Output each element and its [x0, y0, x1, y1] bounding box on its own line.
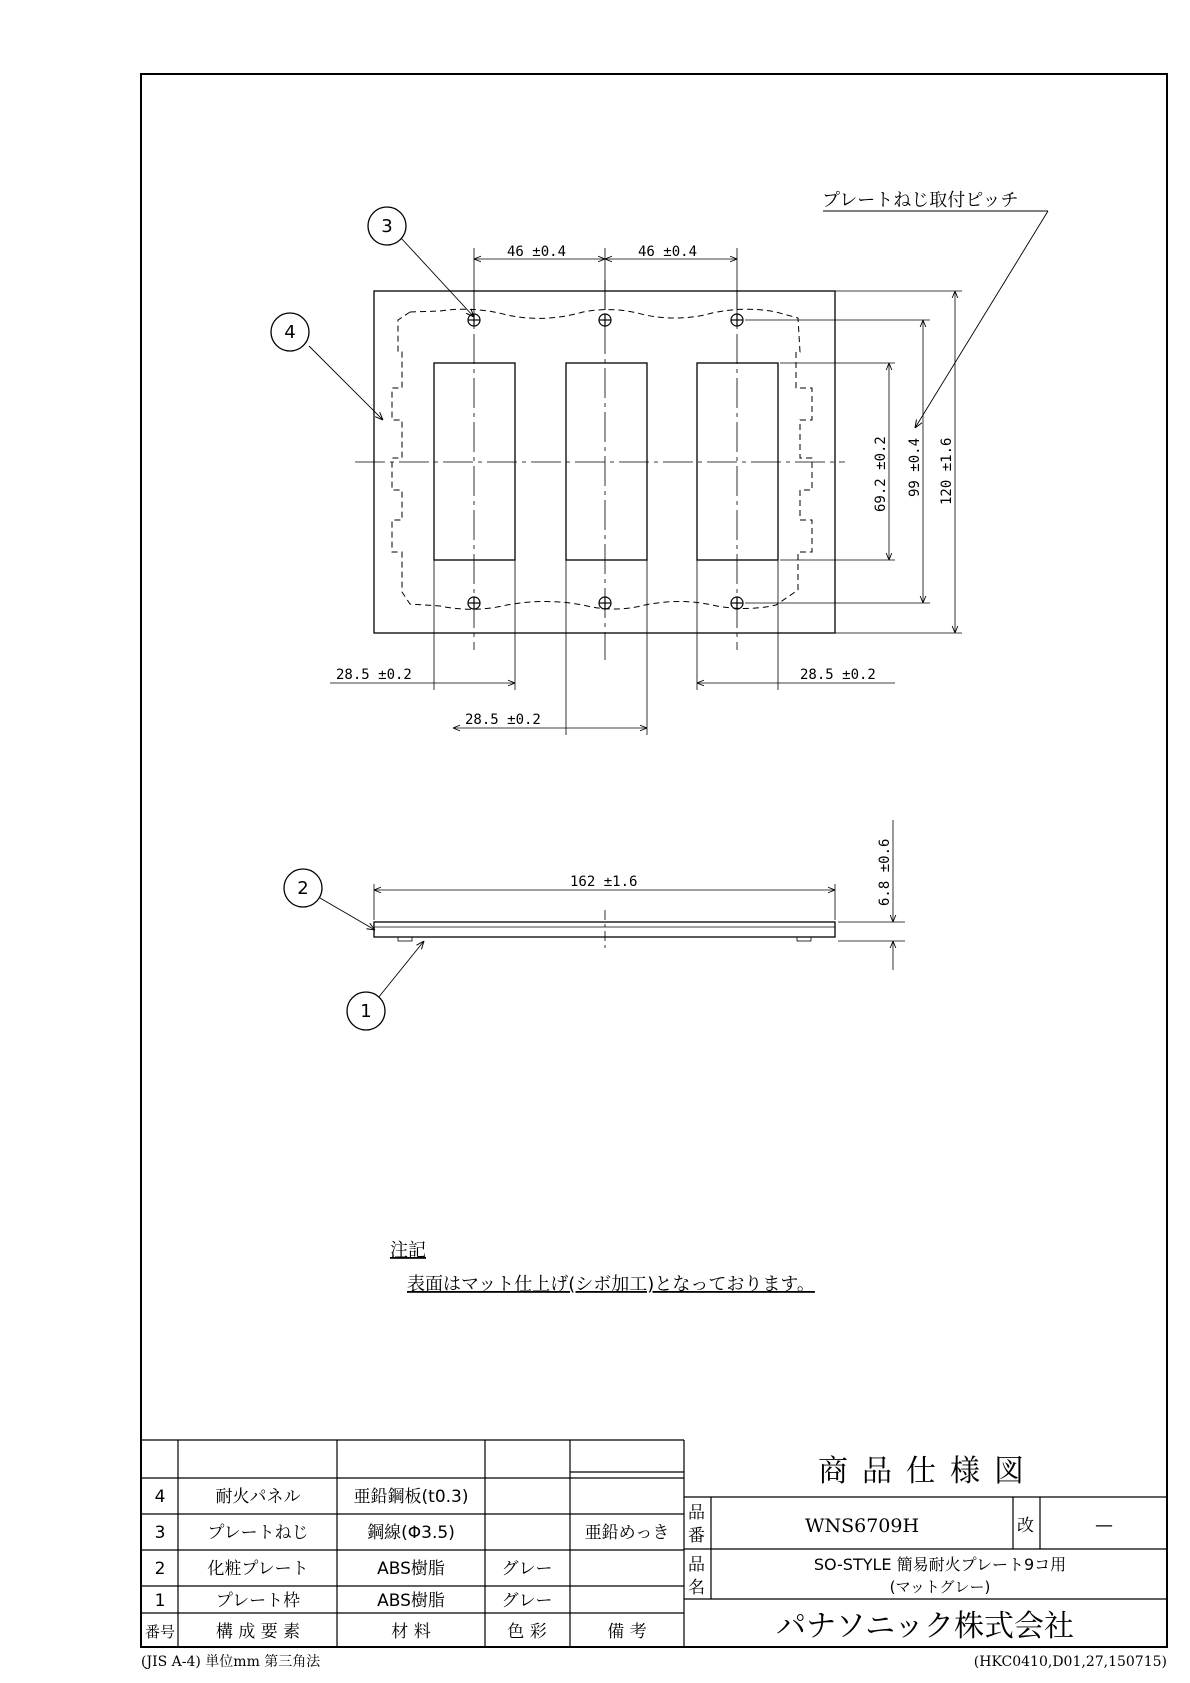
dim-pitch-left: 46 ±0.4 — [507, 244, 567, 260]
dim-width-right: 28.5 ±0.2 — [800, 667, 876, 683]
front-view — [309, 211, 1048, 735]
dim-pitch-right: 46 ±0.4 — [638, 244, 698, 260]
row-2-no: 2 — [154, 1559, 166, 1579]
row-4-component: 耐火パネル — [215, 1487, 301, 1507]
row-3-remarks: 亜鉛めっき — [584, 1523, 670, 1543]
opening-left — [434, 363, 515, 560]
opening-center — [566, 363, 647, 560]
row-2-component: 化粧プレート — [207, 1559, 309, 1579]
revision-label: 改 — [1017, 1516, 1034, 1536]
callout-4: 4 — [284, 322, 296, 343]
dim-thickness: 6.8 ±0.6 — [877, 838, 893, 906]
dim-height-inner: 69.2 ±0.2 — [873, 436, 889, 512]
opening-right — [697, 363, 778, 560]
header-component: 構 成 要 素 — [215, 1622, 301, 1642]
row-4-no: 4 — [154, 1487, 166, 1507]
dim-width-left: 28.5 ±0.2 — [336, 667, 412, 683]
plate-side-outline — [374, 922, 835, 937]
row-2-color: グレー — [501, 1559, 553, 1579]
header-material: 材 料 — [391, 1622, 431, 1642]
callout-2: 2 — [297, 878, 309, 899]
callout-1: 1 — [360, 1001, 372, 1022]
product-no: WNS6709H — [804, 1515, 920, 1537]
header-color: 色 彩 — [507, 1622, 547, 1642]
revision: — — [1095, 1515, 1113, 1536]
row-1-material: ABS樹脂 — [377, 1591, 445, 1611]
screw-pitch-label: プレートねじ取付ピッチ — [822, 190, 1019, 211]
side-view — [320, 820, 905, 998]
fire-panel-outline — [392, 309, 812, 609]
notes-heading: 注記 — [390, 1240, 426, 1261]
screw-icon — [468, 314, 743, 609]
drawing-border — [141, 74, 1167, 1647]
product-no-label-1: 品 — [688, 1503, 705, 1523]
product-name-label-1: 品 — [688, 1555, 705, 1575]
callout-3: 3 — [381, 216, 393, 237]
dim-width-center: 28.5 ±0.2 — [465, 712, 541, 728]
row-3-component: プレートねじ — [207, 1523, 309, 1543]
header-no: 番号 — [144, 1623, 176, 1641]
header-remarks: 備 考 — [607, 1622, 647, 1642]
dim-length: 162 ±1.6 — [570, 874, 638, 890]
row-1-component: プレート枠 — [215, 1591, 301, 1611]
footer-right: (HKC0410,D01,27,150715) — [973, 1654, 1167, 1670]
product-name-line2: (マットグレー) — [889, 1578, 991, 1596]
product-no-label-2: 番 — [688, 1526, 705, 1546]
row-1-color: グレー — [501, 1591, 553, 1611]
parts-table — [141, 1440, 684, 1647]
row-3-material: 鋼線(Φ3.5) — [367, 1523, 455, 1543]
row-1-no: 1 — [154, 1591, 166, 1611]
dim-height-screw: 99 ±0.4 — [907, 437, 923, 497]
footer-left: (JIS A-4) 単位mm 第三角法 — [141, 1654, 321, 1670]
row-3-no: 3 — [154, 1523, 166, 1543]
row-4-material: 亜鉛鋼板(t0.3) — [353, 1487, 469, 1507]
title: 商品仕様図 — [818, 1454, 1038, 1489]
product-name-line1: SO-STYLE 簡易耐火プレート9コ用 — [813, 1555, 1067, 1574]
notes-text: 表面はマット仕上げ(シボ加工)となっております。 — [407, 1274, 815, 1295]
manufacturer: パナソニック株式会社 — [776, 1609, 1074, 1644]
row-2-material: ABS樹脂 — [377, 1559, 445, 1579]
dim-height-outer: 120 ±1.6 — [939, 437, 955, 505]
product-name-label-2: 名 — [688, 1578, 705, 1598]
